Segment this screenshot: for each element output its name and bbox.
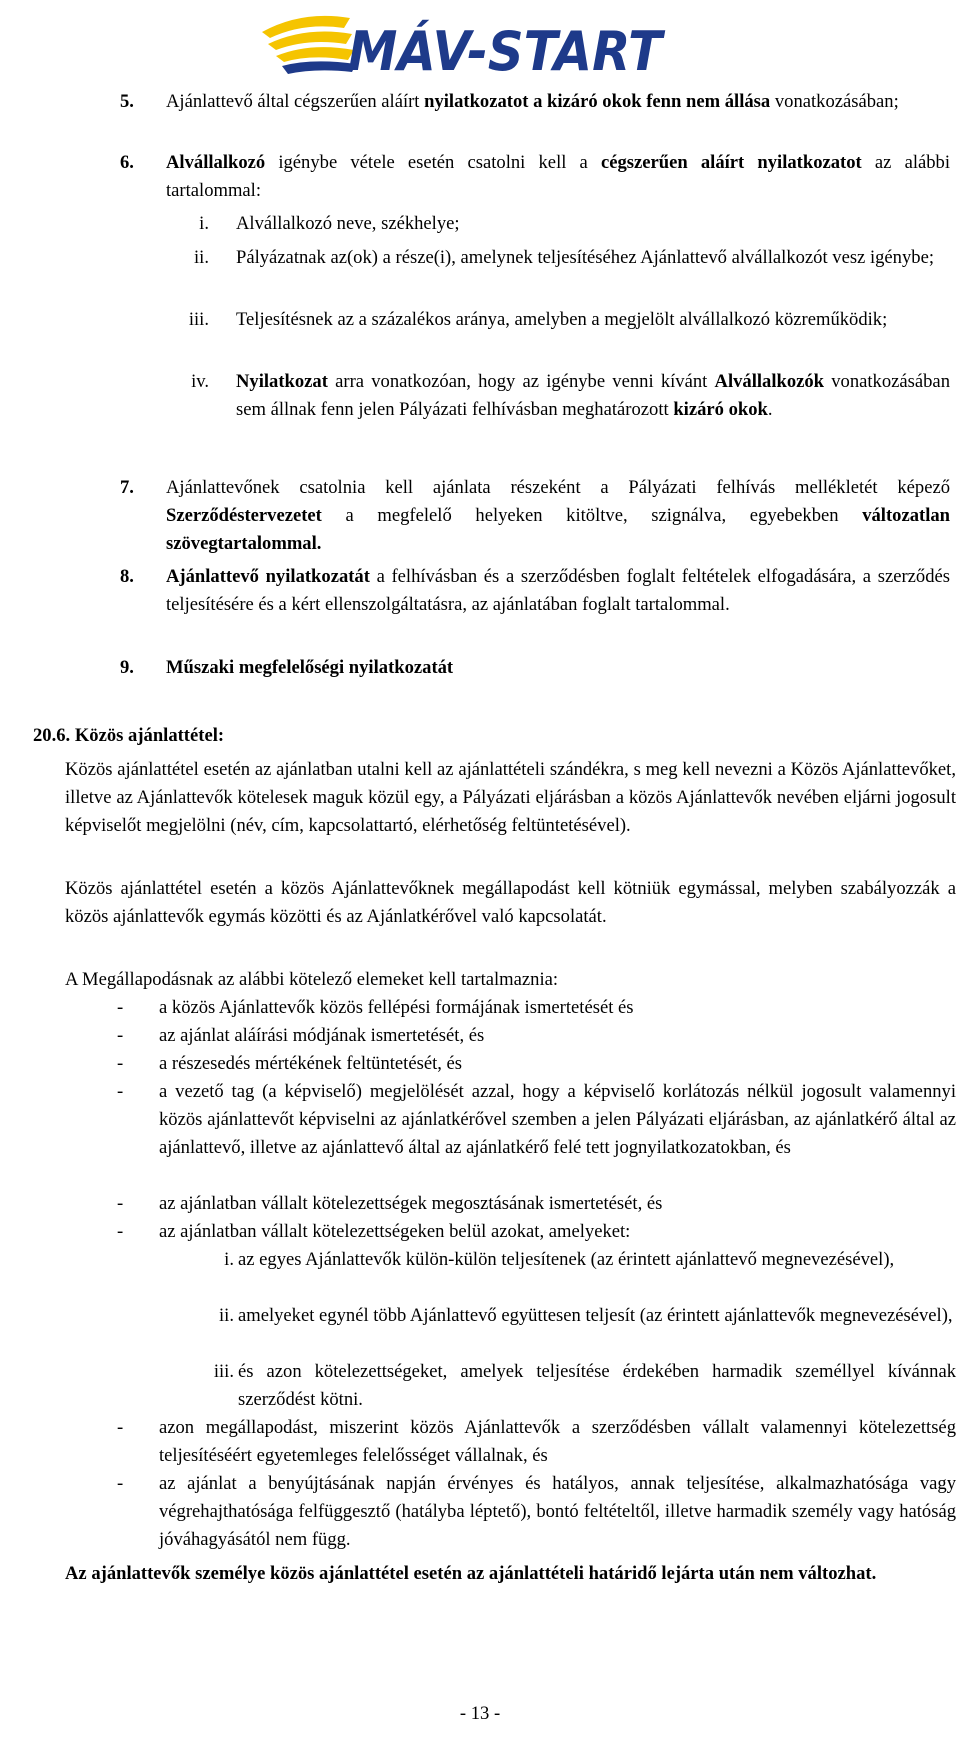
list-item: - a közös Ajánlattevők közös fellépési formájának ismertetését és (117, 997, 634, 1018)
list-item-9: 9. Műszaki megfelelőségi nyilatkozatát (120, 657, 454, 678)
item-text: Alvállalkozó igénybe vétele esetén csatolni kell a cégszerűen aláírt nyilatkozatot az alábbi tartalommal: (166, 152, 951, 201)
list-item: - az ajánlat a benyújtásának napján érvényes és hatályos, annak teljesítése, alkalmazhatósága vagy végrehajthatósága felfüggesztő (hatályba léptető), bontó feltételtől, illetve harmadik személy vagy hatóság jóváhagyásától nem függ. (117, 1473, 956, 1550)
paragraph-3: A Megállapodásnak az alábbi kötelező elemeket kell tartalmaznia: (65, 969, 559, 990)
list-item: - a vezető tag (a képviselő) megjelölését azzal, hogy a képviselő korlátozás nélkül jogosult valamennyi közös ajánlattevőt képviselni az ajánlatkérővel szemben a jelen Pályázati eljárásban, az ajánlatkérő által az ajánlattevő, illetve az ajánlattevő által az ajánlatkérő felé tett jognyilatkozatokban, és (117, 1081, 956, 1158)
list-item: - az ajánlatban vállalt kötelezettségek megosztásának ismertetését, és (117, 1193, 663, 1214)
sub-item-ii: ii. Pályázatnak az(ok) a része(i), amelynek teljesítéséhez Ajánlattevő alvállalkozót vesz igénybe; (194, 247, 934, 268)
mav-start-logo (252, 4, 672, 78)
paragraph-2: Közös ajánlattétel esetén a közös Ajánlattevőknek megállapodást kell kötniük egymással, melyben szabályozzák a közös ajánlattevők egymás közötti és az Ajánlatkérővel való kapcsolatát. (65, 878, 956, 927)
list-item: - az ajánlatban vállalt kötelezettségeken belül azokat, amelyeket: (117, 1221, 631, 1242)
list-item-6 (120, 149, 950, 205)
closing-statement: Az ajánlattevők személye közös ajánlattétel esetén az ajánlattételi határidő lejárta után nem változhat. (65, 1563, 877, 1584)
sub-list-item: iii. és azon kötelezettségeket, amelyek teljesítése érdekében harmadik személlyel kívánnak szerződést kötni. (213, 1361, 956, 1410)
item-number: 6. (120, 152, 134, 173)
paragraph-1: Közös ajánlattétel esetén az ajánlatban utalni kell az ajánlattételi szándékra, s meg kell nevezni a Közös Ajánlattevőket, illetve az Ajánlattevők kötelesek maguk közül egy, a Pályázati eljárásban a közös Ajánlattevők nevében eljárni jogosult képviselőt megjelölni (név, cím, kapcsolattartó, elérhetőség feltüntetésével). (65, 759, 956, 836)
sub-item-iv: iv. Nyilatkozat arra vonatkozóan, hogy az igénybe venni kívánt Alvállalkozók vonatkozásában sem állnak fenn jelen Pályázati felhívásban meghatározott kizáró okok. (191, 371, 950, 420)
list-item-7: 7. Ajánlattevőnek csatolnia kell ajánlata részeként a Pályázati felhívás mellékletét képező Szerződéstervezetet a megfelelő helyeken kitöltve, szignálva, egyebekben változatlan szövegtartalommal. (120, 477, 950, 554)
wings-emblem-icon (262, 16, 356, 74)
svg-text:MÁV-START: MÁV-START (348, 20, 666, 78)
item-text: Ajánlattevő által cégszerűen aláírt nyilatkozatot a kizáró okok fenn nem állása vonatkozásában; (166, 91, 899, 112)
list-item: - azon megállapodást, miszerint közös Ajánlattevők a szerződésben vállalt valamennyi kötelezettség teljesítéséért egyetemleges felelősséget vállalnak, és (117, 1417, 956, 1466)
item-number: 5. (120, 91, 134, 112)
sub-item-i: i. Alvállalkozó neve, székhelye; (199, 213, 460, 234)
list-item: - a részesedés mértékének feltüntetését, és (117, 1053, 463, 1074)
sub-list-item: i. az egyes Ajánlattevők külön-külön teljesítenek (az érintett ajánlattevő megnevezésével), (224, 1249, 895, 1270)
list-item: - az ajánlat aláírási módjának ismertetését, és (117, 1025, 485, 1046)
list-item-8: 8. Ajánlattevő nyilatkozatát a felhívásban és a szerződésben foglalt feltételek elfogadására, a szerződés teljesítésére és a kért ellenszolgáltatásra, az ajánlatában foglalt tartalommal. (120, 566, 950, 615)
sub-item-iii: iii. Teljesítésnek az a százalékos aránya, amelyben a megjelölt alvállalkozó közreműködik; (188, 309, 888, 330)
page-number: - 13 - (459, 1703, 501, 1724)
section-heading: 20.6. Közös ajánlattétel: (33, 725, 225, 746)
list-item-5 (120, 88, 950, 116)
sub-list-item: ii. amelyeket egynél több Ajánlattevő együttesen teljesít (az érintett ajánlattevők megnevezésével), (219, 1305, 953, 1326)
